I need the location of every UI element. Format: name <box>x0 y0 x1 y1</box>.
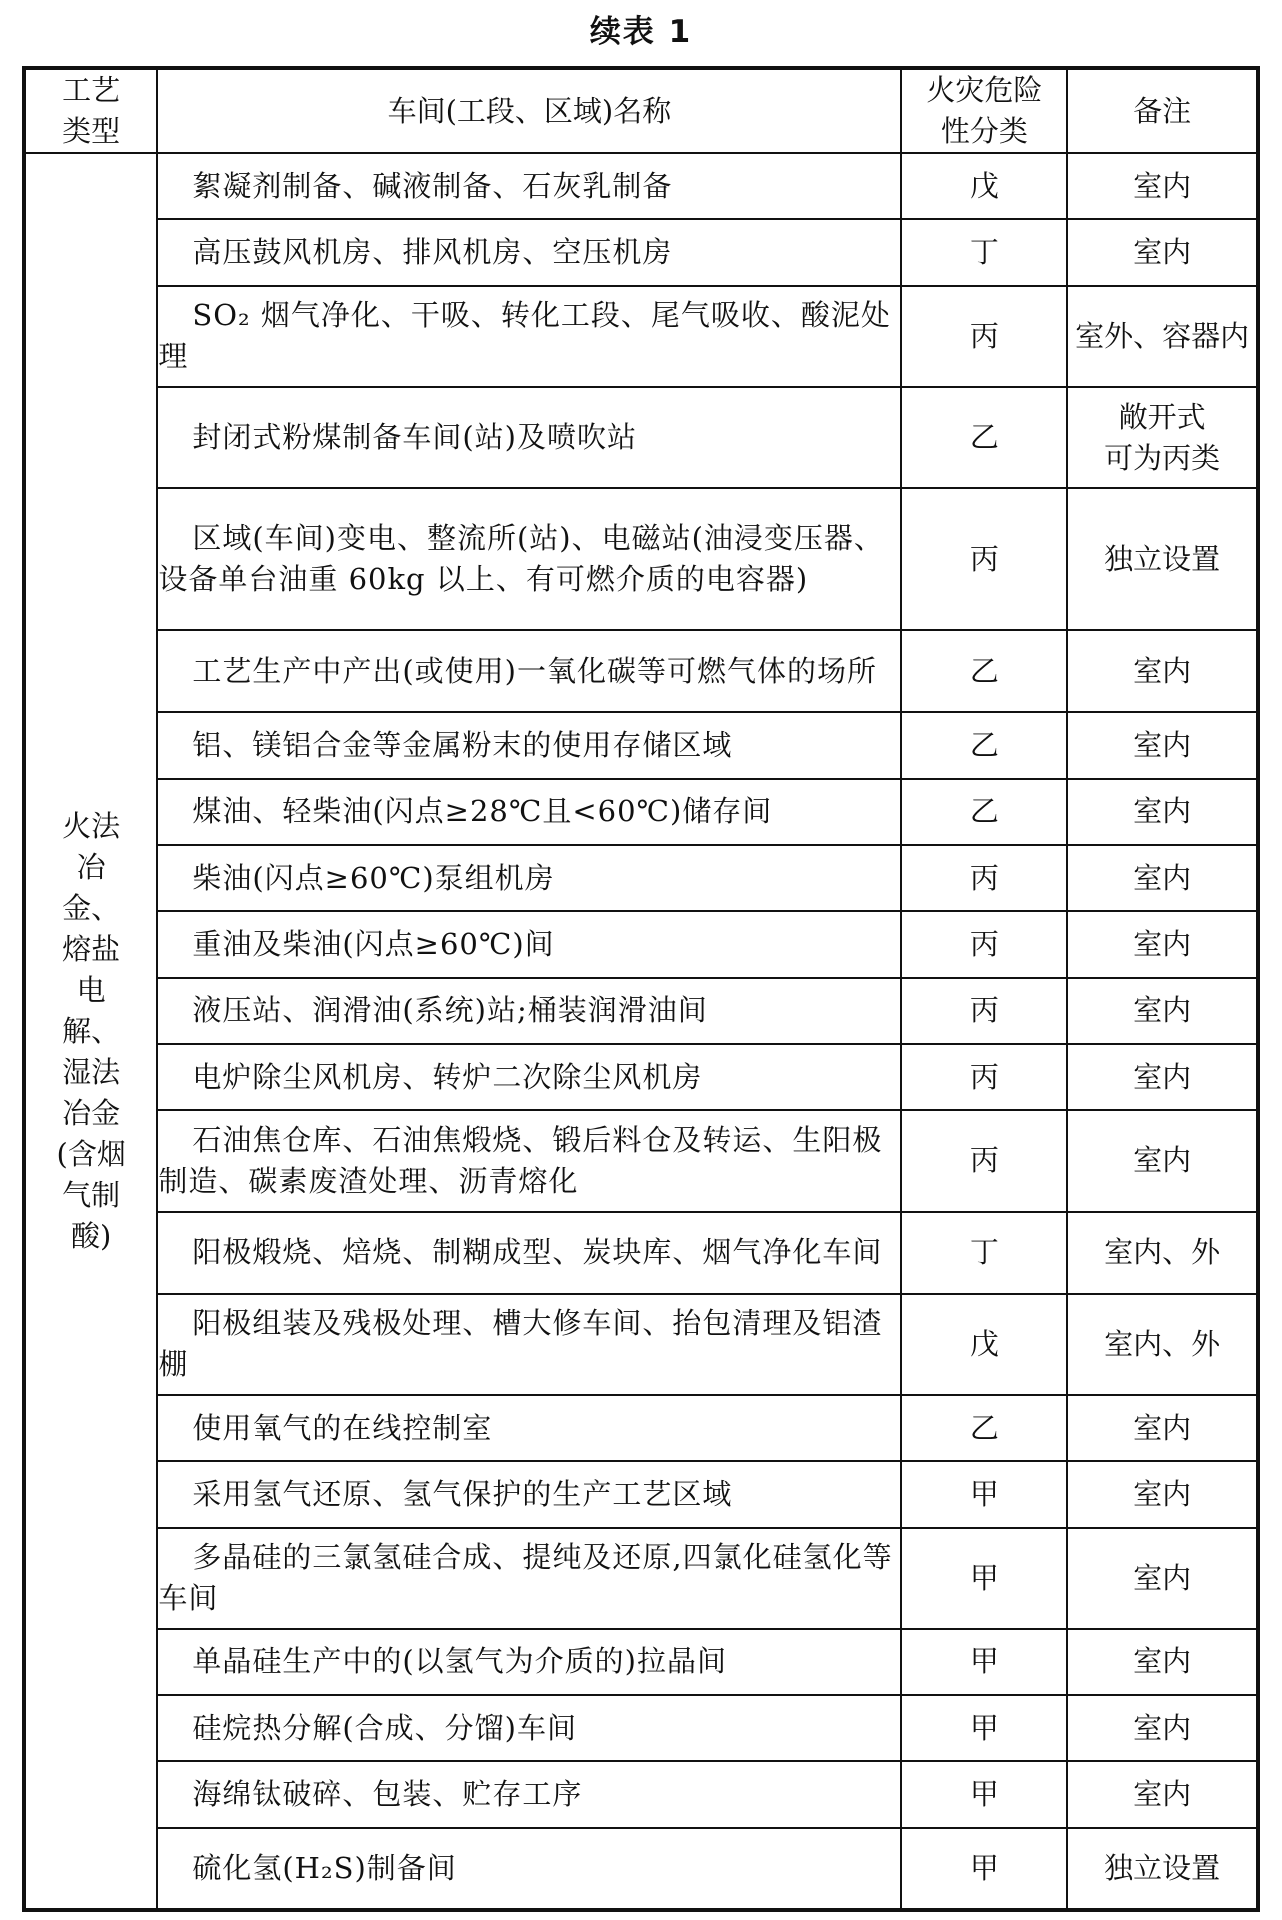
fire-category: 丙 <box>901 1110 1067 1211</box>
note: 室内 <box>1067 712 1258 778</box>
table-row <box>24 1828 1258 1910</box>
note: 室内、外 <box>1067 1294 1258 1395</box>
workshop-name: 采用氢气还原、氢气保护的生产工艺区域 <box>192 1476 733 1511</box>
workshop-name: 石油焦仓库、石油焦煅烧、锻后料仓及转运、生阳极制造、碳素废渣处理、沥青熔化 <box>158 1122 883 1198</box>
workshop-name: 工艺生产中产出(或使用)一氧化碳等可燃气体的场所 <box>192 653 877 688</box>
workshop-name-cell <box>157 1528 901 1629</box>
workshop-name: 高压鼓风机房、排风机房、空压机房 <box>192 234 673 269</box>
workshop-name: 重油及柴油(闪点≥60℃)间 <box>192 927 555 962</box>
table-row <box>24 1044 1258 1110</box>
table-row <box>24 1528 1258 1629</box>
workshop-name-cell <box>157 153 901 219</box>
header-workshop-name: 车间(工段、区域)名称 <box>157 68 901 153</box>
workshop-name-cell <box>157 387 901 488</box>
table-row <box>24 387 1258 488</box>
workshop-name: 单晶硅生产中的(以氢气为介质的)拉晶间 <box>192 1644 727 1679</box>
note: 室内 <box>1067 911 1258 977</box>
workshop-name-cell <box>157 845 901 911</box>
note: 室内 <box>1067 1761 1258 1827</box>
workshop-name-cell <box>157 1294 901 1395</box>
workshop-name: 使用氧气的在线控制室 <box>192 1410 493 1445</box>
workshop-name: 硫化氢(H₂S)制备间 <box>192 1850 457 1885</box>
workshop-name-cell <box>157 1110 901 1211</box>
workshop-name-cell <box>157 286 901 387</box>
table-row <box>24 712 1258 778</box>
workshop-name-cell <box>157 779 901 845</box>
note: 室内 <box>1067 1110 1258 1211</box>
fire-category: 甲 <box>901 1629 1067 1695</box>
note: 室内 <box>1067 1395 1258 1461</box>
table-row <box>24 1395 1258 1461</box>
table-row <box>24 1110 1258 1211</box>
note: 独立设置 <box>1067 1828 1258 1910</box>
table-title: 续表 1 <box>589 14 693 50</box>
table-row <box>24 153 1258 219</box>
fire-category: 甲 <box>901 1828 1067 1910</box>
note: 室内 <box>1067 845 1258 911</box>
workshop-name-cell <box>157 1629 901 1695</box>
table-row <box>24 1695 1258 1761</box>
header-fire-category: 火灾危险 性分类 <box>901 68 1067 153</box>
fire-category: 丙 <box>901 286 1067 387</box>
fire-category: 戊 <box>901 153 1067 219</box>
workshop-name: 多晶硅的三氯氢硅合成、提纯及还原,四氯化硅氢化等车间 <box>158 1540 893 1616</box>
note: 室内 <box>1067 978 1258 1044</box>
workshop-name: 柴油(闪点≥60℃)泵组机房 <box>192 860 555 895</box>
table-row <box>24 779 1258 845</box>
process-type-text: 火法冶金、熔盐电解、湿法冶金(含烟气制酸) <box>56 808 126 1253</box>
fire-category: 甲 <box>901 1461 1067 1527</box>
workshop-name: 阳极煅烧、焙烧、制糊成型、炭块库、烟气净化车间 <box>192 1235 883 1270</box>
workshop-name-cell <box>157 1695 901 1761</box>
workshop-name-cell <box>157 1395 901 1461</box>
note: 室内、外 <box>1067 1212 1258 1294</box>
fire-category: 丁 <box>901 219 1067 285</box>
note: 室内 <box>1067 219 1258 285</box>
fire-hazard-table <box>22 66 1260 1912</box>
workshop-name: SO₂ 烟气净化、干吸、转化工段、尾气吸收、酸泥处理 <box>158 298 891 374</box>
fire-category: 甲 <box>901 1695 1067 1761</box>
note: 独立设置 <box>1067 488 1258 630</box>
fire-category: 甲 <box>901 1528 1067 1629</box>
note: 室内 <box>1067 1629 1258 1695</box>
fire-category: 戊 <box>901 1294 1067 1395</box>
workshop-name-cell <box>157 219 901 285</box>
table-row <box>24 1212 1258 1294</box>
fire-category: 丙 <box>901 1044 1067 1110</box>
workshop-name: 液压站、润滑油(系统)站;桶装润滑油间 <box>192 993 708 1028</box>
workshop-name: 絮凝剂制备、碱液制备、石灰乳制备 <box>192 168 673 203</box>
workshop-name: 区域(车间)变电、整流所(站)、电磁站(油浸变压器、设备单台油重 60kg 以上、有可燃介质的电容器) <box>158 521 884 597</box>
workshop-name: 硅烷热分解(合成、分馏)车间 <box>192 1710 577 1745</box>
note: 敞开式 可为丙类 <box>1067 387 1258 488</box>
table-row <box>24 630 1258 712</box>
workshop-name-cell <box>157 1212 901 1294</box>
fire-category: 乙 <box>901 387 1067 488</box>
fire-category: 丁 <box>901 1212 1067 1294</box>
workshop-name: 阳极组装及残极处理、槽大修车间、抬包清理及铝渣棚 <box>158 1306 883 1382</box>
note: 室外、容器内 <box>1067 286 1258 387</box>
table-row <box>24 219 1258 285</box>
workshop-name: 煤油、轻柴油(闪点≥28℃且<60℃)储存间 <box>192 794 773 829</box>
fire-category: 丙 <box>901 488 1067 630</box>
note: 室内 <box>1067 1044 1258 1110</box>
fire-category: 丙 <box>901 978 1067 1044</box>
fire-category: 甲 <box>901 1761 1067 1827</box>
note: 室内 <box>1067 1528 1258 1629</box>
fire-category: 乙 <box>901 712 1067 778</box>
workshop-name: 海绵钛破碎、包装、贮存工序 <box>192 1777 583 1812</box>
table-row <box>24 1761 1258 1827</box>
table-row <box>24 1294 1258 1395</box>
workshop-name-cell <box>157 978 901 1044</box>
workshop-name-cell <box>157 630 901 712</box>
workshop-name-cell <box>157 1828 901 1910</box>
workshop-name: 电炉除尘风机房、转炉二次除尘风机房 <box>192 1059 703 1094</box>
fire-category: 乙 <box>901 1395 1067 1461</box>
workshop-name-cell <box>157 488 901 630</box>
fire-category: 乙 <box>901 779 1067 845</box>
workshop-name: 铝、镁铝合金等金属粉末的使用存储区域 <box>192 728 733 763</box>
note: 室内 <box>1067 630 1258 712</box>
workshop-name-cell <box>157 712 901 778</box>
note: 室内 <box>1067 779 1258 845</box>
process-type-cell <box>24 153 157 1910</box>
header-note: 备注 <box>1067 68 1258 153</box>
table-row <box>24 1461 1258 1527</box>
note: 室内 <box>1067 1695 1258 1761</box>
workshop-name-cell <box>157 1761 901 1827</box>
fire-category: 丙 <box>901 845 1067 911</box>
workshop-name-cell <box>157 1461 901 1527</box>
table-row <box>24 286 1258 387</box>
table-row <box>24 488 1258 630</box>
header-row <box>24 68 1258 153</box>
workshop-name-cell <box>157 1044 901 1110</box>
note: 室内 <box>1067 153 1258 219</box>
table-row <box>24 978 1258 1044</box>
table-row <box>24 845 1258 911</box>
note: 室内 <box>1067 1461 1258 1527</box>
table-row <box>24 911 1258 977</box>
header-process-type: 工艺 类型 <box>24 68 157 153</box>
table-row <box>24 1629 1258 1695</box>
workshop-name: 封闭式粉煤制备车间(站)及喷吹站 <box>192 420 637 455</box>
fire-category: 丙 <box>901 911 1067 977</box>
fire-category: 乙 <box>901 630 1067 712</box>
workshop-name-cell <box>157 911 901 977</box>
